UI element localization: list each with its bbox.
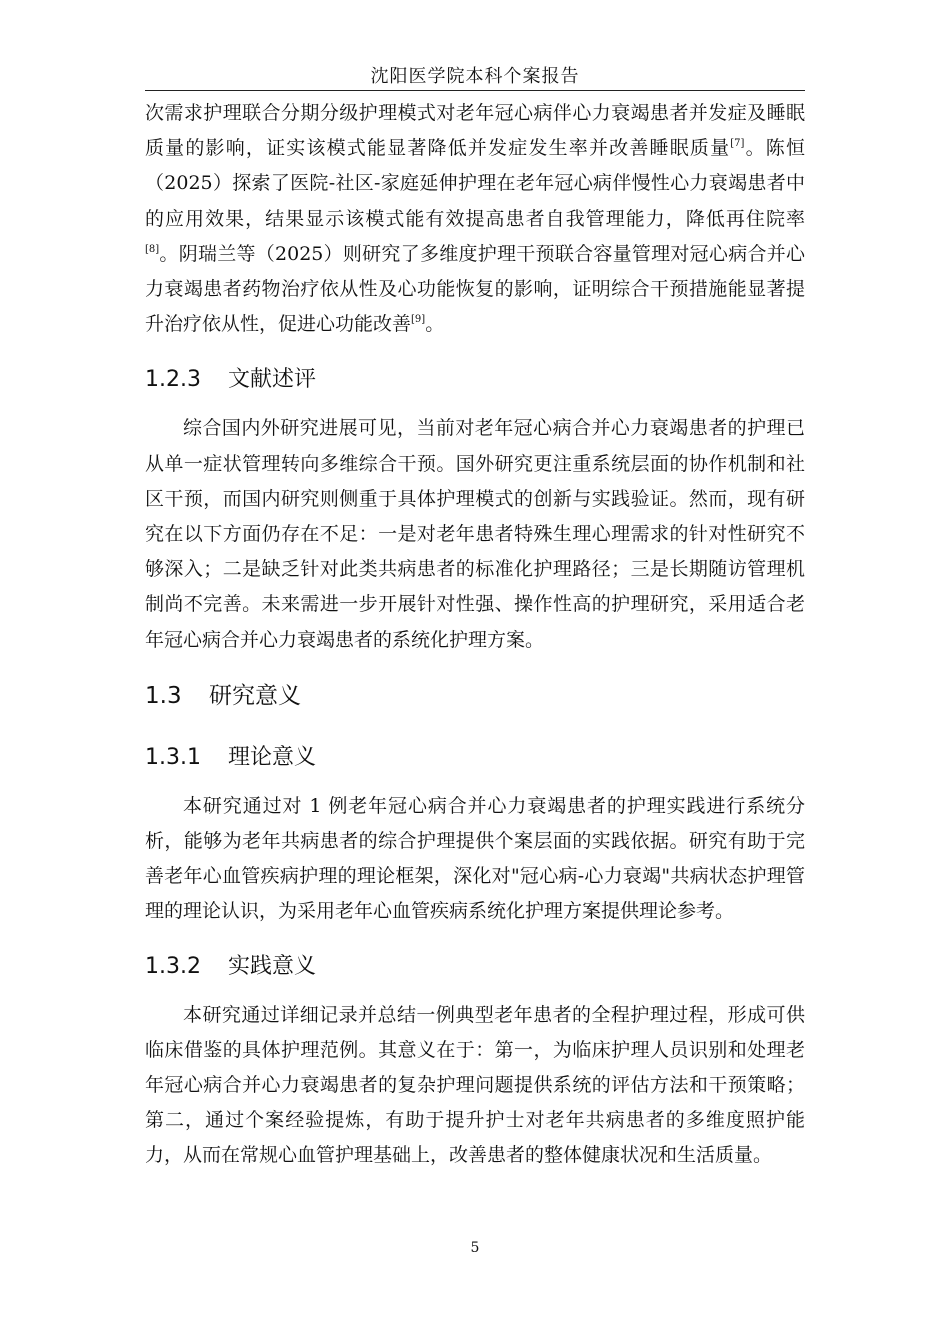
paragraph-text: 。阴瑞兰等（2025）则研究了多维度护理干预联合容量管理对冠心病合并心力衰竭患者药物治疗依从性及心功能恢复的影响，证明综合干预措施能显著提升治疗依从性，促进心功能改善	[145, 242, 805, 336]
paragraph-practical-significance: 本研究通过详细记录并总结一例典型老年患者的全程护理过程，形成可供临床借鉴的具体护理范例。其意义在于：第一，为临床护理人员识别和处理老年冠心病合并心力衰竭患者的复杂护理问题提供系统的评估方法和干预策略；第二，通过个案经验提炼，有助于提升护士对老年共病患者的多维度照护能力，从而在常规心血管护理基础上，改善患者的整体健康状况和生活质量。	[145, 1003, 805, 1167]
heading-number: 1.3.1	[145, 744, 201, 770]
heading-title: 理论意义	[228, 744, 317, 770]
heading-1-3	[145, 681, 805, 711]
heading-title: 研究意义	[209, 682, 301, 709]
paragraph-theoretical-significance: 本研究通过对 1 例老年冠心病合并心力衰竭患者的护理实践进行系统分析，能够为老年共病患者的综合护理提供个案层面的实践依据。研究有助于完善老年心血管疾病护理的理论框架，深化对"冠心病-心力衰竭"共病状态护理管理的理论认识，为采用老年心血管疾病系统化护理方案提供理论参考。	[145, 794, 805, 923]
citation-ref: [7]	[730, 138, 745, 150]
citation-ref: [9]	[411, 314, 426, 326]
heading-number: 1.2.3	[145, 367, 201, 393]
running-header: 沈阳医学院本科个案报告	[370, 66, 580, 87]
heading-number: 1.3.2	[145, 953, 201, 979]
heading-number: 1.3	[145, 682, 182, 709]
citation-ref: [8]	[145, 243, 160, 255]
heading-title: 实践意义	[228, 953, 317, 979]
page-number: 5	[470, 1240, 480, 1256]
paragraph-literature-continued	[145, 96, 805, 342]
heading-1-3-2	[145, 952, 805, 982]
heading-1-3-1	[145, 743, 805, 773]
paragraph-text: 次需求护理联合分期分级护理模式对老年冠心病伴心力衰竭患者并发症及睡眠质量的影响，证实该模式能显著降低并发症发生率并改善睡眠质量	[145, 102, 805, 160]
paragraph-literature-review: 综合国内外研究进展可见，当前对老年冠心病合并心力衰竭患者的护理已从单一症状管理转向多维综合干预。国外研究更注重系统层面的协作机制和社区干预，而国内研究则侧重于具体护理模式的创新与实践验证。然而，现有研究在以下方面仍存在不足：一是对老年患者特殊生理心理需求的针对性研究不够深入；二是缺乏针对此类共病患者的标准化护理路径；三是长期随访管理机制尚不完善。未来需进一步开展针对性强、操作性高的护理研究，采用适合老年冠心病合并心力衰竭患者的系统化护理方案。	[145, 417, 805, 651]
heading-1-2-3	[145, 365, 805, 395]
header-rule	[145, 90, 805, 91]
paragraph-text: 。	[425, 313, 445, 336]
heading-title: 文献述评	[228, 367, 317, 393]
page-content	[145, 96, 805, 1174]
paragraph-text: 。陈恒（2025）探索了医院-社区-家庭延伸护理在老年冠心病伴慢性心力衰竭患者中的应用效果，结果显示该模式能有效提高患者自我管理能力，降低再住院率	[145, 137, 805, 230]
